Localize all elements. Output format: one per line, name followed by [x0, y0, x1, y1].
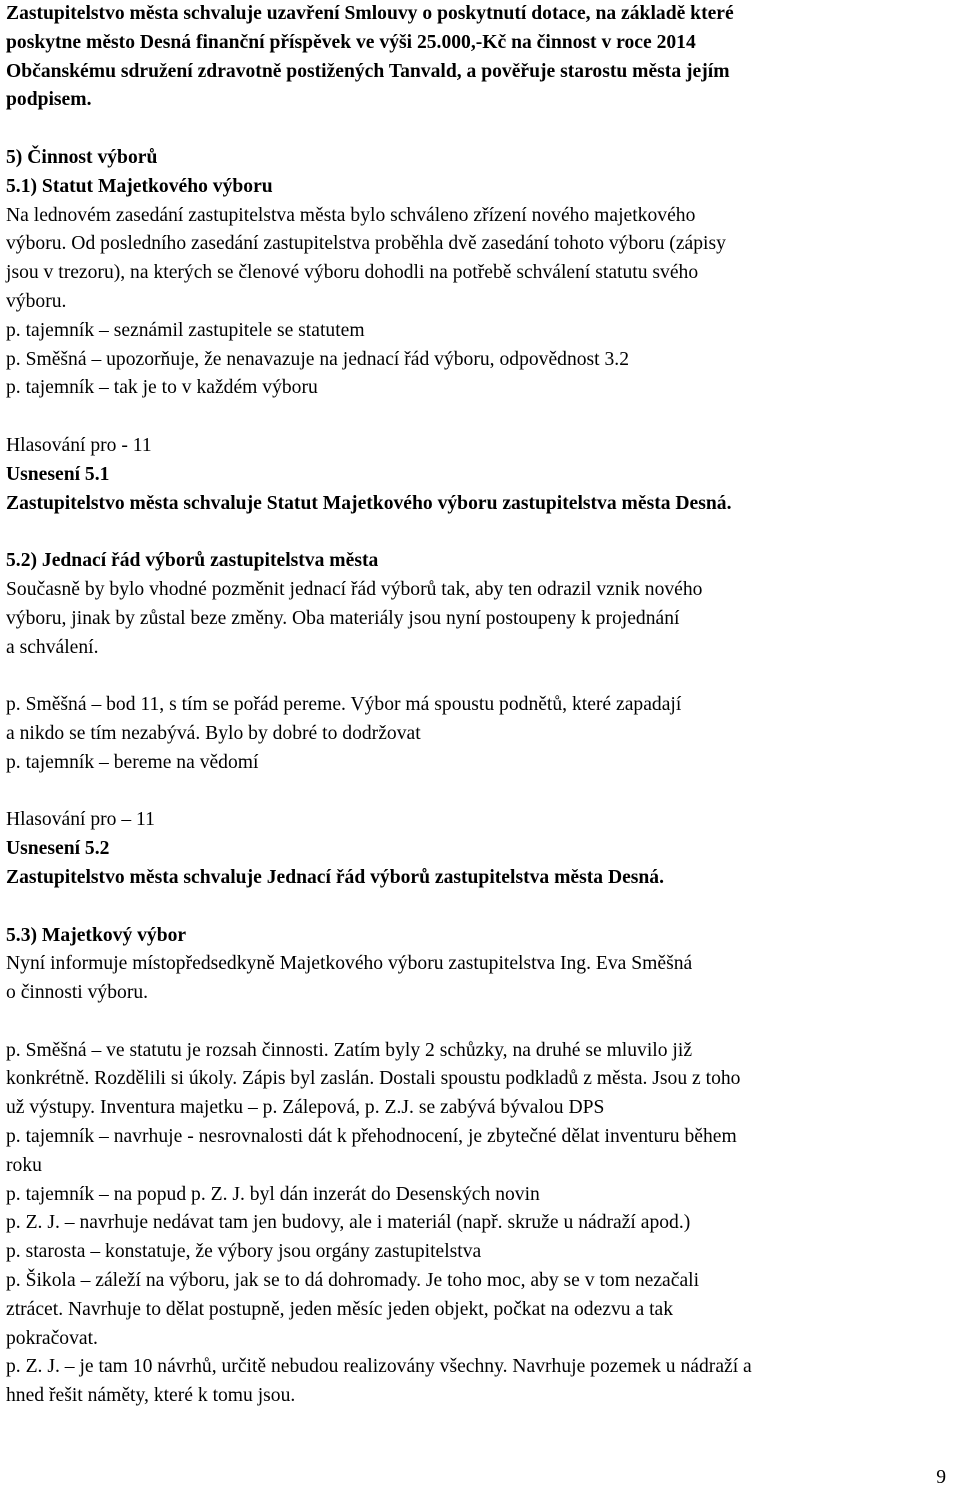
text-line: Současně by bylo vhodné pozměnit jednací řád výborů tak, aby ten odrazil vznik nového — [6, 578, 703, 600]
text-line: už výstupy. Inventura majetku – p. Zálepová, p. Z.J. se zabývá bývalou DPS — [6, 1097, 605, 1119]
text-line: p. tajemník – seznámil zastupitele se statutem — [6, 319, 365, 341]
resolution-label: Usnesení 5.2 — [6, 838, 110, 860]
text-line: p. Směšná – ve statutu je rozsah činnosti. Zatím byly 2 schůzky, na druhé se mluvilo již — [6, 1039, 693, 1061]
text-line: hned řešit náměty, které k tomu jsou. — [6, 1385, 296, 1407]
text-line: výboru. — [6, 290, 67, 312]
text-line: konkrétně. Rozdělili si úkoly. Zápis byl zaslán. Dostali spoustu podkladů z města. Jsou z toho — [6, 1068, 741, 1090]
text-line: pokračovat. — [6, 1327, 98, 1349]
text-line: a nikdo se tím nezabývá. Bylo by dobré to dodržovat — [6, 722, 421, 744]
vote-result: Hlasování pro – 11 — [6, 809, 155, 831]
vote-result: Hlasování pro - 11 — [6, 434, 152, 456]
intro-resolution — [6, 0, 954, 115]
text-line: jsou v trezoru), na kterých se členové výboru dohodli na potřebě schválení statutu svého — [6, 262, 699, 284]
text-line: p. tajemník – na popud p. Z. J. byl dán inzerát do Desenských novin — [6, 1183, 540, 1205]
text-line: ztrácet. Navrhuje to dělat postupně, jeden měsíc jeden objekt, počkat na odezvu a tak — [6, 1298, 674, 1320]
text-line: výboru, jinak by zůstal beze změny. Oba materiály jsou nyní postoupeny k projednání — [6, 607, 680, 629]
section-heading: 5) Činnost výborů — [6, 146, 158, 168]
text-line: podpisem. — [6, 89, 92, 111]
text-line: výboru. Od posledního zasedání zastupitelstva proběhla dvě zasedání tohoto výboru (zápisy — [6, 233, 726, 255]
document-page — [6, 0, 954, 1411]
text-line: p. tajemník – tak je to v každém výboru — [6, 377, 318, 399]
subsection-5-2 — [6, 547, 954, 893]
text-line: Na lednovém zasedání zastupitelstva města bylo schváleno zřízení nového majetkového — [6, 204, 696, 226]
resolution-text: Zastupitelstvo města schvaluje Statut Majetkového výboru zastupitelstva města Desná. — [6, 492, 732, 514]
text-line: roku — [6, 1154, 42, 1176]
text-line: p. tajemník – bereme na vědomí — [6, 751, 259, 773]
page-number: 9 — [936, 1467, 946, 1488]
text-line: p. starosta – konstatuje, že výbory jsou orgány zastupitelstva — [6, 1241, 482, 1263]
text-line: p. tajemník – navrhuje - nesrovnalosti dát k přehodnocení, je zbytečné dělat inventuru během — [6, 1126, 737, 1148]
text-line: p. Šikola – záleží na výboru, jak se to dá dohromady. Je toho moc, aby se v tom nezačali — [6, 1270, 700, 1292]
subsection-heading: 5.2) Jednací řád výborů zastupitelstva města — [6, 550, 379, 572]
subsection-heading: 5.1) Statut Majetkového výboru — [6, 175, 273, 197]
text-line: poskytne město Desná finanční příspěvek ve výši 25.000,-Kč na činnost v roce 2014 — [6, 31, 696, 53]
text-line: Zastupitelstvo města schvaluje uzavření Smlouvy o poskytnutí dotace, na základě které — [6, 3, 734, 24]
subsection-heading: 5.3) Majetkový výbor — [6, 924, 187, 946]
text-line: p. Směšná – bod 11, s tím se pořád pereme. Výbor má spoustu podnětů, které zapadají — [6, 694, 682, 716]
resolution-label: Usnesení 5.1 — [6, 463, 110, 485]
text-line: p. Z. J. – navrhuje nedávat tam jen budovy, ale i materiál (např. skruže u nádraží apod.) — [6, 1212, 691, 1234]
text-line: p. Z. J. – je tam 10 návrhů, určitě nebudou realizovány všechny. Navrhuje pozemek u nádraží a — [6, 1356, 752, 1378]
text-line: o činnosti výboru. — [6, 982, 149, 1004]
text-line: Občanskému sdružení zdravotně postižených Tanvald, a pověřuje starostu města jejím — [6, 60, 730, 82]
subsection-5-1 — [6, 173, 954, 519]
text-line: a schválení. — [6, 636, 99, 658]
text-line: Nyní informuje místopředsedkyně Majetkového výboru zastupitelstva Ing. Eva Směšná — [6, 953, 693, 975]
text-line: p. Směšná – upozorňuje, že nenavazuje na jednací řád výboru, odpovědnost 3.2 — [6, 348, 630, 370]
resolution-text: Zastupitelstvo města schvaluje Jednací řád výborů zastupitelstva města Desná. — [6, 866, 665, 888]
subsection-5-3 — [6, 922, 954, 1412]
